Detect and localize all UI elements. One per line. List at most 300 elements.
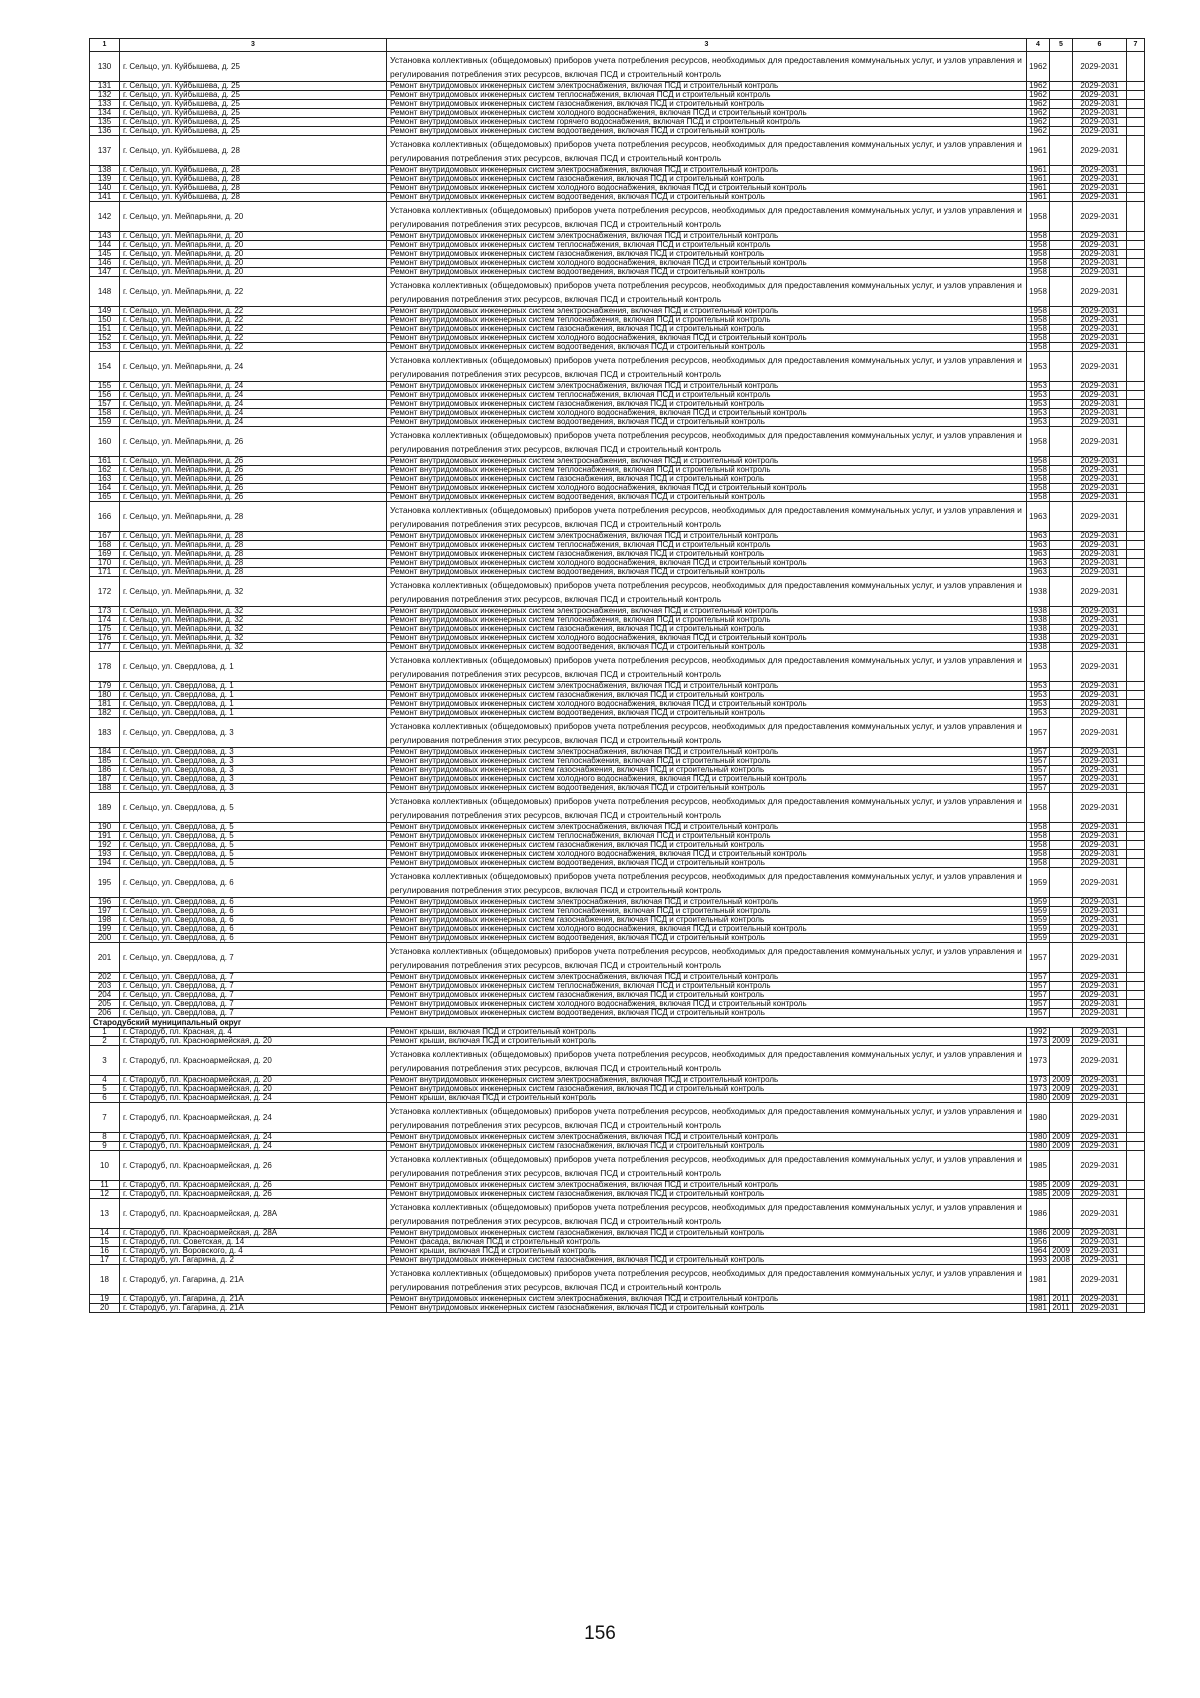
period-cell: 2029-2031 [1073, 1037, 1127, 1046]
build-year-cell: 1958 [1027, 850, 1050, 859]
build-year-cell: 1959 [1027, 907, 1050, 916]
address-cell: г. Сельцо, ул. Мейпарьяни, д. 26 [120, 457, 387, 466]
repair-year-cell [1050, 718, 1073, 748]
repair-year-cell [1050, 700, 1073, 709]
period-cell: 2029-2031 [1073, 1046, 1127, 1076]
repair-year-cell [1050, 766, 1073, 775]
row-number-cell: 181 [90, 700, 120, 709]
table-row [90, 127, 1145, 136]
build-year-cell: 1964 [1027, 1247, 1050, 1256]
extra-cell [1127, 616, 1145, 625]
table-row [90, 334, 1145, 343]
extra-cell [1127, 325, 1145, 334]
table-row [90, 484, 1145, 493]
address-cell: г. Стародуб, пл. Красноармейская, д. 26 [120, 1151, 387, 1181]
repair-year-cell [1050, 991, 1073, 1000]
row-number-cell: 171 [90, 568, 120, 577]
table-row [90, 1151, 1145, 1181]
build-year-cell: 1957 [1027, 775, 1050, 784]
address-cell: г. Сельцо, ул. Мейпарьяни, д. 28 [120, 541, 387, 550]
work-type-cell: Ремонт внутридомовых инженерных систем водоотведения, включая ПСД и строительный контроль [387, 934, 1027, 943]
work-type-cell: Ремонт внутридомовых инженерных систем газоснабжения, включая ПСД и строительный контроль [387, 916, 1027, 925]
extra-cell [1127, 259, 1145, 268]
period-cell: 2029-2031 [1073, 307, 1127, 316]
table-row [90, 775, 1145, 784]
address-cell: г. Сельцо, ул. Мейпарьяни, д. 32 [120, 625, 387, 634]
build-year-cell: 1959 [1027, 925, 1050, 934]
work-type-cell: Ремонт внутридомовых инженерных систем водоотведения, включая ПСД и строительный контроль [387, 193, 1027, 202]
work-type-cell: Ремонт внутридомовых инженерных систем газоснабжения, включая ПСД и строительный контроль [387, 1229, 1027, 1238]
work-type-cell: Ремонт внутридомовых инженерных систем холодного водоснабжения, включая ПСД и строительный контроль [387, 634, 1027, 643]
work-type-cell: Ремонт внутридомовых инженерных систем теплоснабжения, включая ПСД и строительный контроль [387, 982, 1027, 991]
work-type-cell: Установка коллективных (общедомовых) приборов учета потребления ресурсов, необходимых для предоставления коммунальных услуг, и узлов управления и регулирования потребления этих ресурсов, включая ПСД и строительный контроль [387, 1265, 1027, 1295]
table-row [90, 382, 1145, 391]
work-type-cell: Ремонт внутридомовых инженерных систем электроснабжения, включая ПСД и строительный контроль [387, 1295, 1027, 1304]
address-cell: г. Сельцо, ул. Свердлова, д. 3 [120, 784, 387, 793]
table-row [90, 766, 1145, 775]
repair-year-cell [1050, 775, 1073, 784]
extra-cell [1127, 577, 1145, 607]
address-cell: г. Стародуб, ул. Гагарина, д. 21А [120, 1304, 387, 1313]
extra-cell [1127, 409, 1145, 418]
work-type-cell: Ремонт внутридомовых инженерных систем теплоснабжения, включая ПСД и строительный контроль [387, 757, 1027, 766]
period-cell: 2029-2031 [1073, 100, 1127, 109]
row-number-cell: 203 [90, 982, 120, 991]
work-type-cell: Ремонт внутридомовых инженерных систем газоснабжения, включая ПСД и строительный контроль [387, 325, 1027, 334]
period-cell: 2029-2031 [1073, 868, 1127, 898]
period-cell: 2029-2031 [1073, 118, 1127, 127]
table-row [90, 718, 1145, 748]
repair-year-cell [1050, 559, 1073, 568]
period-cell: 2029-2031 [1073, 1009, 1127, 1018]
row-number-cell: 174 [90, 616, 120, 625]
repair-year-cell [1050, 352, 1073, 382]
extra-cell [1127, 232, 1145, 241]
build-year-cell: 1981 [1027, 1265, 1050, 1295]
period-cell: 2029-2031 [1073, 466, 1127, 475]
period-cell: 2029-2031 [1073, 1304, 1127, 1313]
address-cell: г. Стародуб, пл. Красноармейская, д. 26 [120, 1190, 387, 1199]
repair-year-cell [1050, 541, 1073, 550]
work-type-cell: Ремонт крыши, включая ПСД и строительный контроль [387, 1247, 1027, 1256]
extra-cell [1127, 766, 1145, 775]
address-cell: г. Сельцо, ул. Мейпарьяни, д. 24 [120, 382, 387, 391]
work-type-cell: Ремонт внутридомовых инженерных систем электроснабжения, включая ПСД и строительный контроль [387, 232, 1027, 241]
work-type-cell: Ремонт внутридомовых инженерных систем теплоснабжения, включая ПСД и строительный контроль [387, 832, 1027, 841]
address-cell: г. Сельцо, ул. Куйбышева, д. 25 [120, 109, 387, 118]
repair-year-cell [1050, 343, 1073, 352]
repair-year-cell [1050, 193, 1073, 202]
build-year-cell: 1961 [1027, 166, 1050, 175]
extra-cell [1127, 643, 1145, 652]
table-row [90, 943, 1145, 973]
table-row [90, 616, 1145, 625]
work-type-cell: Ремонт внутридомовых инженерных систем электроснабжения, включая ПСД и строительный контроль [387, 973, 1027, 982]
build-year-cell: 1958 [1027, 841, 1050, 850]
work-type-cell: Установка коллективных (общедомовых) приборов учета потребления ресурсов, необходимых для предоставления коммунальных услуг, и узлов управления и регулирования потребления этих ресурсов, включая ПСД и строительный контроль [387, 136, 1027, 166]
repair-year-cell [1050, 493, 1073, 502]
row-number-cell: 157 [90, 400, 120, 409]
build-year-cell: 1986 [1027, 1229, 1050, 1238]
row-number-cell: 16 [90, 1247, 120, 1256]
table-row [90, 136, 1145, 166]
repair-year-cell [1050, 925, 1073, 934]
period-cell: 2029-2031 [1073, 559, 1127, 568]
period-cell: 2029-2031 [1073, 1000, 1127, 1009]
address-cell: г. Сельцо, ул. Свердлова, д. 6 [120, 898, 387, 907]
work-type-cell: Ремонт крыши, включая ПСД и строительный контроль [387, 1037, 1027, 1046]
extra-cell [1127, 100, 1145, 109]
table-row [90, 250, 1145, 259]
extra-cell [1127, 457, 1145, 466]
work-type-cell: Ремонт внутридомовых инженерных систем газоснабжения, включая ПСД и строительный контроль [387, 100, 1027, 109]
repair-year-cell [1050, 391, 1073, 400]
table-row [90, 793, 1145, 823]
build-year-cell: 1958 [1027, 475, 1050, 484]
table-row [90, 100, 1145, 109]
table-row [90, 784, 1145, 793]
extra-cell [1127, 541, 1145, 550]
header-cell: 1 [90, 39, 120, 52]
address-cell: г. Сельцо, ул. Мейпарьяни, д. 20 [120, 241, 387, 250]
address-cell: г. Сельцо, ул. Свердлова, д. 3 [120, 718, 387, 748]
period-cell: 2029-2031 [1073, 898, 1127, 907]
row-number-cell: 3 [90, 1046, 120, 1076]
build-year-cell: 1963 [1027, 550, 1050, 559]
repair-year-cell: 2009 [1050, 1037, 1073, 1046]
build-year-cell: 1958 [1027, 259, 1050, 268]
period-cell: 2029-2031 [1073, 457, 1127, 466]
work-type-cell: Ремонт крыши, включая ПСД и строительный контроль [387, 1028, 1027, 1037]
work-type-cell: Ремонт внутридомовых инженерных систем газоснабжения, включая ПСД и строительный контроль [387, 625, 1027, 634]
row-number-cell: 19 [90, 1295, 120, 1304]
period-cell: 2029-2031 [1073, 541, 1127, 550]
address-cell: г. Сельцо, ул. Куйбышева, д. 25 [120, 82, 387, 91]
extra-cell [1127, 400, 1145, 409]
table-row [90, 1133, 1145, 1142]
build-year-cell: 1980 [1027, 1133, 1050, 1142]
period-cell: 2029-2031 [1073, 1085, 1127, 1094]
period-cell: 2029-2031 [1073, 250, 1127, 259]
address-cell: г. Стародуб, пл. Красноармейская, д. 20 [120, 1076, 387, 1085]
work-type-cell: Ремонт внутридомовых инженерных систем газоснабжения, включая ПСД и строительный контроль [387, 175, 1027, 184]
row-number-cell: 153 [90, 343, 120, 352]
extra-cell [1127, 391, 1145, 400]
period-cell: 2029-2031 [1073, 925, 1127, 934]
extra-cell [1127, 1046, 1145, 1076]
extra-cell [1127, 1151, 1145, 1181]
address-cell: г. Сельцо, ул. Мейпарьяни, д. 28 [120, 568, 387, 577]
table-row [90, 757, 1145, 766]
work-type-cell: Ремонт крыши, включая ПСД и строительный контроль [387, 1094, 1027, 1103]
repair-year-cell [1050, 850, 1073, 859]
period-cell: 2029-2031 [1073, 1076, 1127, 1085]
repair-year-cell [1050, 277, 1073, 307]
extra-cell [1127, 1142, 1145, 1151]
repair-year-cell [1050, 709, 1073, 718]
table-row [90, 1076, 1145, 1085]
table-row [90, 1094, 1145, 1103]
row-number-cell: 151 [90, 325, 120, 334]
repair-year-cell [1050, 400, 1073, 409]
build-year-cell: 1958 [1027, 241, 1050, 250]
period-cell: 2029-2031 [1073, 607, 1127, 616]
build-year-cell: 1980 [1027, 1094, 1050, 1103]
works-table [89, 38, 1145, 1313]
address-cell: г. Сельцо, ул. Куйбышева, д. 28 [120, 136, 387, 166]
work-type-cell: Ремонт внутридомовых инженерных систем электроснабжения, включая ПСД и строительный контроль [387, 532, 1027, 541]
build-year-cell: 1958 [1027, 457, 1050, 466]
extra-cell [1127, 775, 1145, 784]
extra-cell [1127, 427, 1145, 457]
repair-year-cell [1050, 475, 1073, 484]
period-cell: 2029-2031 [1073, 91, 1127, 100]
address-cell: г. Сельцо, ул. Мейпарьяни, д. 22 [120, 325, 387, 334]
row-number-cell: 152 [90, 334, 120, 343]
table-row [90, 1199, 1145, 1229]
work-type-cell: Установка коллективных (общедомовых) приборов учета потребления ресурсов, необходимых для предоставления коммунальных услуг, и узлов управления и регулирования потребления этих ресурсов, включая ПСД и строительный контроль [387, 202, 1027, 232]
address-cell: г. Сельцо, ул. Свердлова, д. 7 [120, 1009, 387, 1018]
address-cell: г. Сельцо, ул. Мейпарьяни, д. 20 [120, 250, 387, 259]
work-type-cell: Установка коллективных (общедомовых) приборов учета потребления ресурсов, необходимых для предоставления коммунальных услуг, и узлов управления и регулирования потребления этих ресурсов, включая ПСД и строительный контроль [387, 577, 1027, 607]
extra-cell [1127, 1199, 1145, 1229]
row-number-cell: 180 [90, 691, 120, 700]
work-type-cell: Ремонт внутридомовых инженерных систем горячего водоснабжения, включая ПСД и строительный контроль [387, 118, 1027, 127]
row-number-cell: 199 [90, 925, 120, 934]
period-cell: 2029-2031 [1073, 907, 1127, 916]
build-year-cell: 1962 [1027, 118, 1050, 127]
extra-cell [1127, 850, 1145, 859]
build-year-cell: 1953 [1027, 709, 1050, 718]
period-cell: 2029-2031 [1073, 775, 1127, 784]
repair-year-cell [1050, 625, 1073, 634]
work-type-cell: Ремонт внутридомовых инженерных систем холодного водоснабжения, включая ПСД и строительный контроль [387, 409, 1027, 418]
build-year-cell: 1962 [1027, 91, 1050, 100]
work-type-cell: Ремонт внутридомовых инженерных систем холодного водоснабжения, включая ПСД и строительный контроль [387, 259, 1027, 268]
build-year-cell: 1938 [1027, 577, 1050, 607]
extra-cell [1127, 532, 1145, 541]
row-number-cell: 177 [90, 643, 120, 652]
address-cell: г. Сельцо, ул. Мейпарьяни, д. 28 [120, 532, 387, 541]
row-number-cell: 185 [90, 757, 120, 766]
work-type-cell: Ремонт внутридомовых инженерных систем электроснабжения, включая ПСД и строительный контроль [387, 382, 1027, 391]
address-cell: г. Сельцо, ул. Свердлова, д. 3 [120, 766, 387, 775]
table-row [90, 577, 1145, 607]
row-number-cell: 1 [90, 1028, 120, 1037]
address-cell: г. Сельцо, ул. Мейпарьяни, д. 32 [120, 634, 387, 643]
extra-cell [1127, 1295, 1145, 1304]
repair-year-cell [1050, 973, 1073, 982]
row-number-cell: 20 [90, 1304, 120, 1313]
work-type-cell: Ремонт внутридомовых инженерных систем теплоснабжения, включая ПСД и строительный контроль [387, 541, 1027, 550]
extra-cell [1127, 1085, 1145, 1094]
work-type-cell: Ремонт внутридомовых инженерных систем холодного водоснабжения, включая ПСД и строительный контроль [387, 775, 1027, 784]
period-cell: 2029-2031 [1073, 757, 1127, 766]
build-year-cell: 1958 [1027, 268, 1050, 277]
build-year-cell: 1956 [1027, 1238, 1050, 1247]
work-type-cell: Ремонт внутридомовых инженерных систем водоотведения, включая ПСД и строительный контроль [387, 709, 1027, 718]
repair-year-cell: 2011 [1050, 1295, 1073, 1304]
table-row [90, 625, 1145, 634]
row-number-cell: 166 [90, 502, 120, 532]
address-cell: г. Стародуб, пл. Красноармейская, д. 20 [120, 1085, 387, 1094]
address-cell: г. Сельцо, ул. Свердлова, д. 6 [120, 907, 387, 916]
extra-cell [1127, 316, 1145, 325]
build-year-cell: 1992 [1027, 1028, 1050, 1037]
table-row [90, 307, 1145, 316]
extra-cell [1127, 1265, 1145, 1295]
period-cell: 2029-2031 [1073, 625, 1127, 634]
build-year-cell: 1962 [1027, 100, 1050, 109]
row-number-cell: 163 [90, 475, 120, 484]
repair-year-cell [1050, 259, 1073, 268]
repair-year-cell: 2009 [1050, 1085, 1073, 1094]
table-row [90, 841, 1145, 850]
row-number-cell: 197 [90, 907, 120, 916]
extra-cell [1127, 166, 1145, 175]
repair-year-cell [1050, 1000, 1073, 1009]
repair-year-cell: 2009 [1050, 1094, 1073, 1103]
build-year-cell: 1973 [1027, 1085, 1050, 1094]
header-cell: 4 [1027, 39, 1050, 52]
build-year-cell: 1985 [1027, 1190, 1050, 1199]
extra-cell [1127, 841, 1145, 850]
repair-year-cell [1050, 202, 1073, 232]
address-cell: г. Сельцо, ул. Свердлова, д. 1 [120, 691, 387, 700]
period-cell: 2029-2031 [1073, 916, 1127, 925]
build-year-cell: 1958 [1027, 859, 1050, 868]
repair-year-cell [1050, 682, 1073, 691]
work-type-cell: Ремонт внутридомовых инженерных систем теплоснабжения, включая ПСД и строительный контроль [387, 616, 1027, 625]
work-type-cell: Ремонт внутридомовых инженерных систем водоотведения, включая ПСД и строительный контроль [387, 343, 1027, 352]
table-row [90, 427, 1145, 457]
header-cell: 5 [1050, 39, 1073, 52]
table-row [90, 1238, 1145, 1247]
build-year-cell: 1958 [1027, 832, 1050, 841]
build-year-cell: 1961 [1027, 184, 1050, 193]
row-number-cell: 198 [90, 916, 120, 925]
row-number-cell: 143 [90, 232, 120, 241]
address-cell: г. Сельцо, ул. Мейпарьяни, д. 22 [120, 307, 387, 316]
address-cell: г. Сельцо, ул. Мейпарьяни, д. 24 [120, 391, 387, 400]
extra-cell [1127, 550, 1145, 559]
row-number-cell: 202 [90, 973, 120, 982]
table-row [90, 1103, 1145, 1133]
period-cell: 2029-2031 [1073, 532, 1127, 541]
period-cell: 2029-2031 [1073, 691, 1127, 700]
build-year-cell: 1938 [1027, 625, 1050, 634]
period-cell: 2029-2031 [1073, 391, 1127, 400]
repair-year-cell [1050, 1028, 1073, 1037]
extra-cell [1127, 925, 1145, 934]
period-cell: 2029-2031 [1073, 982, 1127, 991]
row-number-cell: 189 [90, 793, 120, 823]
period-cell: 2029-2031 [1073, 268, 1127, 277]
work-type-cell: Ремонт внутридомовых инженерных систем электроснабжения, включая ПСД и строительный контроль [387, 1133, 1027, 1142]
address-cell: г. Стародуб, пл. Красноармейская, д. 24 [120, 1094, 387, 1103]
address-cell: г. Сельцо, ул. Мейпарьяни, д. 24 [120, 409, 387, 418]
address-cell: г. Сельцо, ул. Мейпарьяни, д. 24 [120, 352, 387, 382]
row-number-cell: 137 [90, 136, 120, 166]
work-type-cell: Ремонт внутридомовых инженерных систем холодного водоснабжения, включая ПСД и строительный контроль [387, 484, 1027, 493]
extra-cell [1127, 784, 1145, 793]
build-year-cell: 1961 [1027, 136, 1050, 166]
repair-year-cell [1050, 316, 1073, 325]
build-year-cell: 1958 [1027, 334, 1050, 343]
build-year-cell: 1957 [1027, 991, 1050, 1000]
repair-year-cell [1050, 118, 1073, 127]
address-cell: г. Сельцо, ул. Свердлова, д. 6 [120, 868, 387, 898]
address-cell: г. Сельцо, ул. Свердлова, д. 5 [120, 859, 387, 868]
extra-cell [1127, 1009, 1145, 1018]
table-row [90, 850, 1145, 859]
period-cell: 2029-2031 [1073, 277, 1127, 307]
work-type-cell: Ремонт внутридомовых инженерных систем водоотведения, включая ПСД и строительный контроль [387, 784, 1027, 793]
table-row [90, 1265, 1145, 1295]
address-cell: г. Стародуб, пл. Красноармейская, д. 20 [120, 1037, 387, 1046]
extra-cell [1127, 718, 1145, 748]
repair-year-cell [1050, 484, 1073, 493]
extra-cell [1127, 1229, 1145, 1238]
row-number-cell: 184 [90, 748, 120, 757]
header-row [90, 39, 1145, 52]
build-year-cell: 1981 [1027, 1295, 1050, 1304]
period-cell: 2029-2031 [1073, 1142, 1127, 1151]
address-cell: г. Сельцо, ул. Свердлова, д. 3 [120, 775, 387, 784]
table-row [90, 91, 1145, 100]
row-number-cell: 146 [90, 259, 120, 268]
repair-year-cell [1050, 91, 1073, 100]
extra-cell [1127, 709, 1145, 718]
build-year-cell: 1985 [1027, 1181, 1050, 1190]
extra-cell [1127, 823, 1145, 832]
extra-cell [1127, 250, 1145, 259]
repair-year-cell [1050, 1238, 1073, 1247]
table-row [90, 259, 1145, 268]
row-number-cell: 138 [90, 166, 120, 175]
header-cell: 3 [120, 39, 387, 52]
build-year-cell: 1958 [1027, 484, 1050, 493]
work-type-cell: Ремонт внутридомовых инженерных систем электроснабжения, включая ПСД и строительный контроль [387, 82, 1027, 91]
table-row [90, 916, 1145, 925]
extra-cell [1127, 634, 1145, 643]
build-year-cell: 1959 [1027, 916, 1050, 925]
period-cell: 2029-2031 [1073, 943, 1127, 973]
build-year-cell: 1953 [1027, 691, 1050, 700]
table-row [90, 343, 1145, 352]
address-cell: г. Стародуб, пл. Красноармейская, д. 28А [120, 1229, 387, 1238]
extra-cell [1127, 1094, 1145, 1103]
address-cell: г. Сельцо, ул. Куйбышева, д. 25 [120, 118, 387, 127]
table-row [90, 643, 1145, 652]
build-year-cell: 1957 [1027, 1009, 1050, 1018]
period-cell: 2029-2031 [1073, 1247, 1127, 1256]
work-type-cell: Ремонт внутридомовых инженерных систем газоснабжения, включая ПСД и строительный контроль [387, 475, 1027, 484]
extra-cell [1127, 1190, 1145, 1199]
work-type-cell: Ремонт внутридомовых инженерных систем электроснабжения, включая ПСД и строительный контроль [387, 1076, 1027, 1085]
period-cell: 2029-2031 [1073, 484, 1127, 493]
extra-cell [1127, 1181, 1145, 1190]
build-year-cell: 1953 [1027, 352, 1050, 382]
row-number-cell: 206 [90, 1009, 120, 1018]
row-number-cell: 17 [90, 1256, 120, 1265]
extra-cell [1127, 241, 1145, 250]
row-number-cell: 167 [90, 532, 120, 541]
build-year-cell: 1958 [1027, 343, 1050, 352]
row-number-cell: 149 [90, 307, 120, 316]
extra-cell [1127, 202, 1145, 232]
row-number-cell: 134 [90, 109, 120, 118]
